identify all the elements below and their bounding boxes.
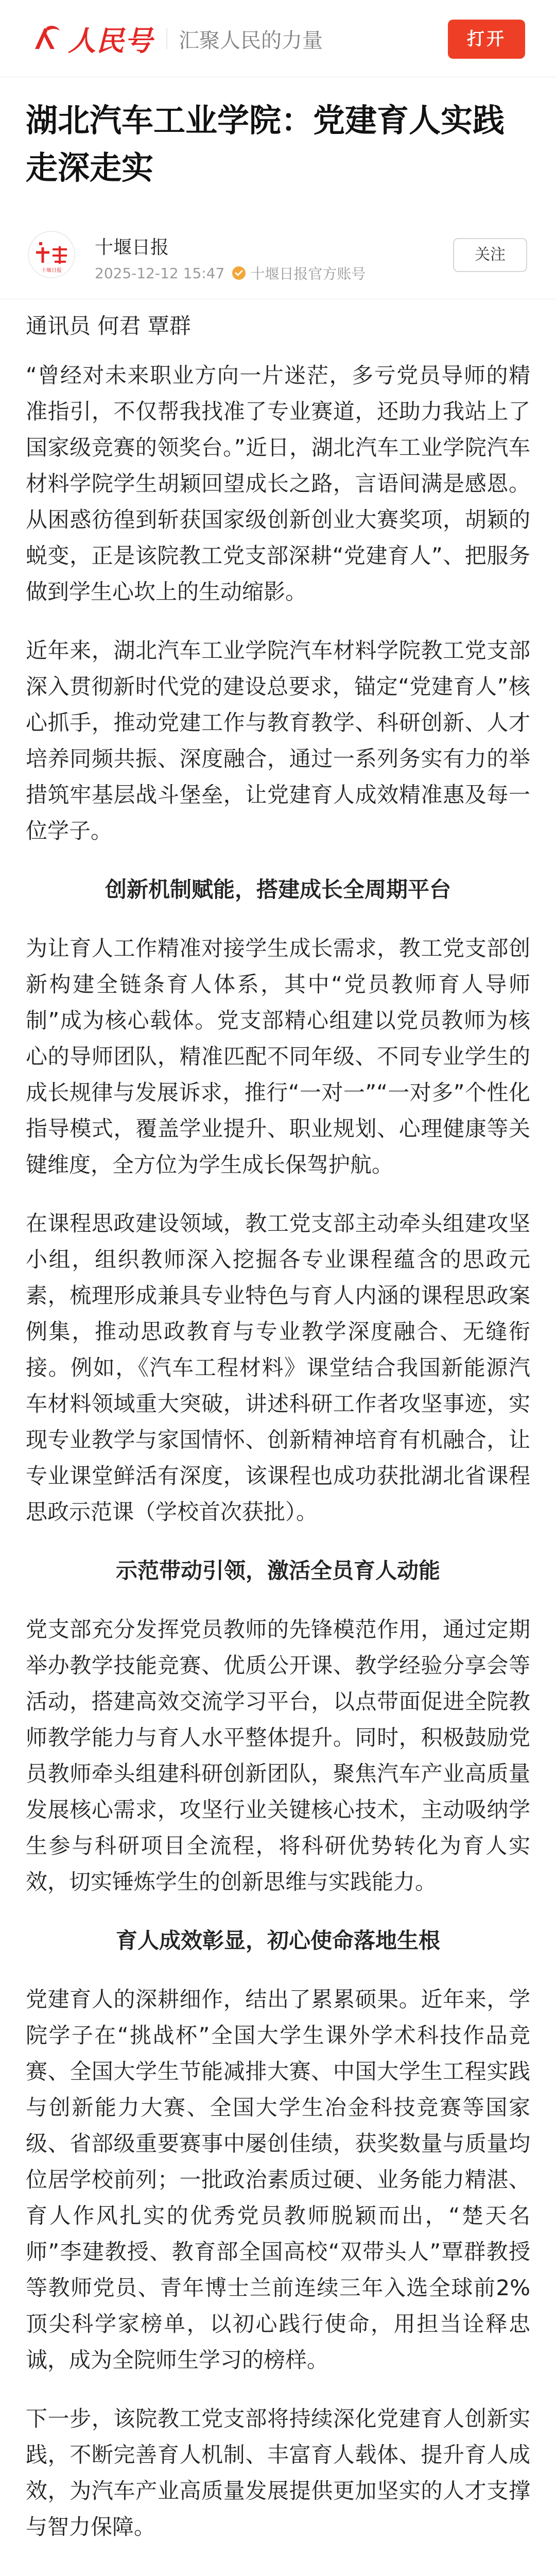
verified-label: 十堰日报官方账号 (250, 265, 366, 282)
avatar-text: 十堰日报 (41, 268, 62, 274)
shiyan-daily-logo-icon (29, 232, 74, 277)
paragraph: 下一步，该院教工党支部将持续深化党建育人创新实践，不断完善育人机制、丰富育人载体、提升育人成效，为汽车产业高质量发展提供更加坚实的人才支撑与智力保障。 (26, 2406, 530, 2539)
paragraph: 在课程思政建设领域，教工党支部主动牵头组建攻坚小组，组织教师深入挖掘各专业课程蕴含的思政元素，梳理形成兼具专业特色与育人内涵的课程思政案例集，推动思政教育与专业教学深度融合、无缝衔接。例如，《汽车工程材料》课堂结合我国新能源汽车材料领域重大突破，讲述科研工作者攻坚事迹，实现专业教学与家国情怀、创新精神培育有机融合，让专业课堂鲜活有深度，该课程也成功获批湖北省课程思政示范课（学校首次获批）。 (26, 1211, 530, 1524)
paragraph: 为让育人工作精准对接学生成长需求，教工党支部创新构建全链条育人体系，其中“党员教师育人导师制”成为核心载体。党支部精心组建以党员教师为核心的导师团队，精准匹配不同年级、不同专业学生的成长规律与发展诉求，推行“一对一”“一对多”个性化指导模式，覆盖学业提升、职业规划、心理健康等关键维度，全方位为学生成长保驾护航。 (26, 936, 530, 1177)
section-heading: 育人成效彰显，初心使命落地生根 (115, 1928, 440, 1953)
byline: 通讯员 何君 覃群 (26, 313, 191, 338)
top-app-bar (0, 0, 556, 77)
avatar[interactable] (28, 231, 75, 278)
paragraph: 党建育人的深耕细作，结出了累累硕果。近年来，学院学子在“挑战杯”全国大学生课外学术科技作品竞赛、全国大学生节能减排大赛、中国大学生工程实践与创新能力大赛、全国大学生冶金科技竞赛等国家级、省部级重要赛事中屡创佳绩，获奖数量与质量均位居学校前列；一批政治素质过硬、业务能力精湛、育人作风扎实的优秀党员教师脱颖而出，“楚天名师”李建教授、教育部全国高校“双带头人”覃群教授等教师党员、青年博士兰前连续三年入选全球前2%顶尖科学家榜单，以初心践行使命，用担当诠释忠诚，成为全院师生学习的榜样。 (26, 1987, 530, 2372)
paragraph: “曾经对未来职业方向一片迷茫，多亏党员导师的精准指引，不仅帮我找准了专业赛道，还助力我站上了国家级竞赛的领奖台。”近日，湖北汽车工业学院汽车材料学院学生胡颖回望成长之路，言语间满是感恩。从困惑彷徨到斩获国家级创新创业大赛奖项，胡颖的蜕变，正是该院教工党支部深耕“党建育人”、把服务做到学生心坎上的生动缩影。 (26, 363, 530, 604)
brand[interactable] (31, 19, 323, 59)
publish-time: 2025-12-12 15:47 (95, 264, 225, 282)
renminhao-logo-icon (31, 23, 62, 54)
section-heading: 示范带动引领，激活全员育人动能 (115, 1558, 440, 1583)
article-body (26, 308, 530, 2568)
brand-divider (166, 28, 167, 49)
brand-slogan: 汇聚人民的力量 (179, 28, 323, 53)
section-heading: 创新机制赋能，搭建成长全周期平台 (105, 877, 451, 902)
open-app-button[interactable]: 打开 (448, 20, 525, 59)
author-name[interactable]: 十堰日报 (95, 237, 169, 258)
follow-button[interactable]: 关注 (453, 238, 527, 272)
brand-name: 人民号 (68, 24, 153, 57)
verified-badge-icon (232, 266, 246, 280)
paragraph: 近年来，湖北汽车工业学院汽车材料学院教工党支部深入贯彻新时代党的建设总要求，锚定“党建育人”核心抓手，推动党建工作与教育教学、科研创新、人才培养同频共振、深度融合，通过一系列务实有力的举措筑牢基层战斗堡垒，让党建育人成效精准惠及每一位学子。 (26, 638, 530, 843)
article-title: 湖北汽车工业学院：党建育人实践走深走实 (26, 101, 505, 187)
publish-meta (95, 263, 366, 283)
paragraph: 党支部充分发挥党员教师的先锋模范作用，通过定期举办教学技能竞赛、优质公开课、教学经验分享会等活动，搭建高效交流学习平台，以点带面促进全院教师教学能力与育人水平整体提升。同时，积极鼓励党员教师牵头组建科研创新团队，聚焦汽车产业高质量发展核心需求，攻坚行业关键核心技术，主动吸纳学生参与科研项目全流程，将科研优势转化为育人实效，切实锤炼学生的创新思维与实践能力。 (26, 1617, 530, 1894)
